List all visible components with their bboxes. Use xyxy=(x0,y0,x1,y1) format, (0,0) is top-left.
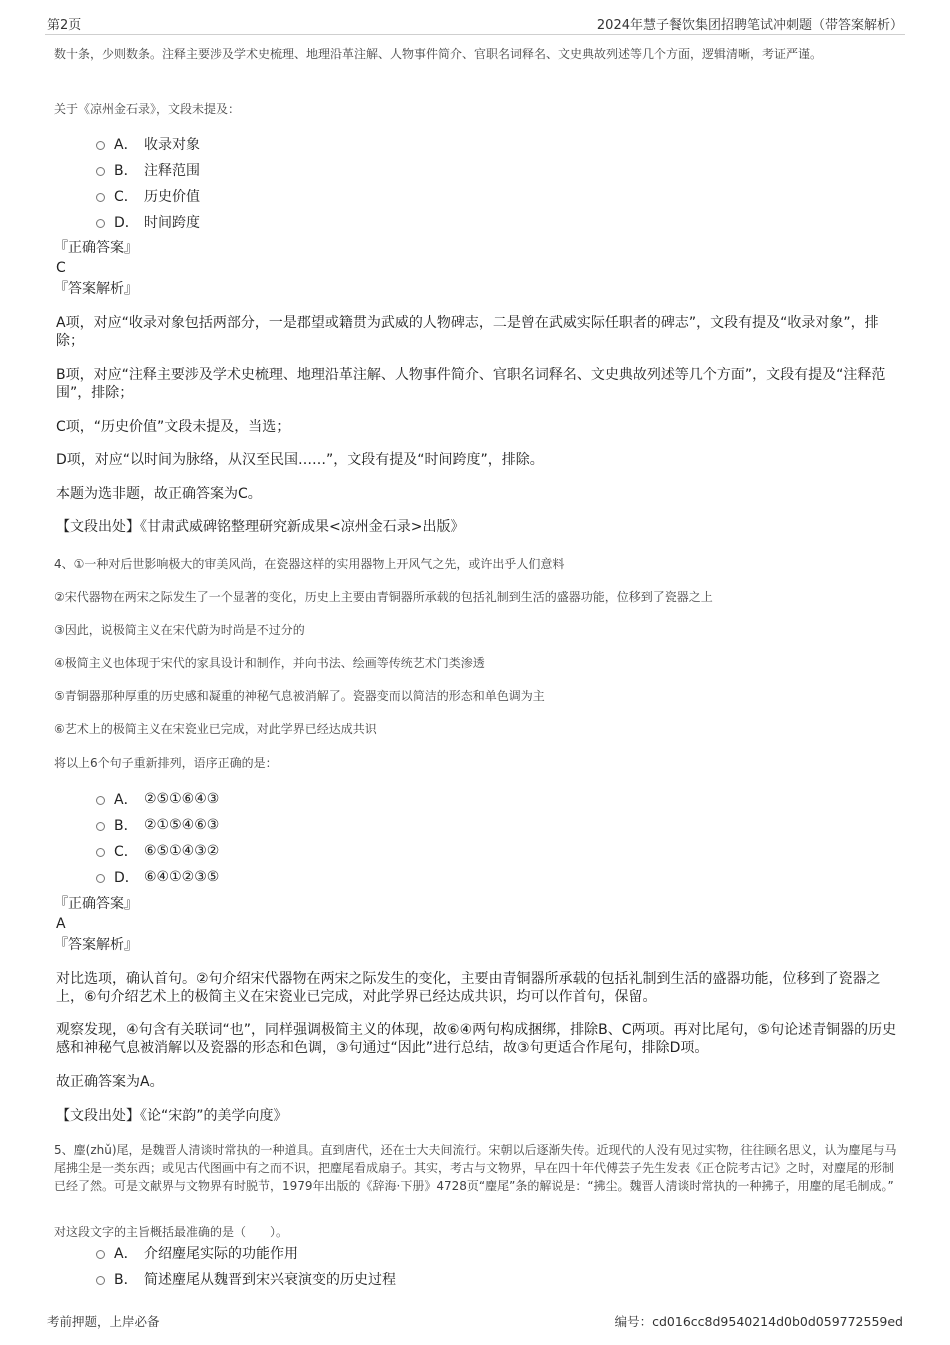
q4-analysis-2: 观察发现，④句含有关联词“也”，同样强调极简主义的体现，故⑥④两句构成捆绑，排除B、C两项。再对比尾句，⑤句论述青铜器的历史感和神秘气息被消解以及瓷器的形态和色调，③句通过“因此”进行总结，故③句更适合作尾句，排除D项。 xyxy=(56,1022,897,1056)
q3-analysis-d: D项，对应“以时间为脉络，从汉至民国……”，文段有提及“时间跨度”，排除。 xyxy=(56,452,544,468)
radio-icon[interactable] xyxy=(96,167,105,176)
radio-icon[interactable] xyxy=(96,1276,105,1285)
q3-options xyxy=(54,131,902,235)
q4-sentence-4: ④极简主义也体现于宋代的家具设计和制作，并向书法、绘画等传统艺术门类渗透 xyxy=(54,656,485,670)
q4-sentence-6: ⑥艺术上的极简主义在宋瓷业已完成，对此学界已经达成共识 xyxy=(54,722,377,736)
radio-icon[interactable] xyxy=(96,822,105,831)
radio-icon[interactable] xyxy=(96,219,105,228)
q4-options xyxy=(54,786,902,890)
document-code xyxy=(615,1312,903,1330)
q3-answer: C xyxy=(56,260,66,276)
q4-analysis-label: 『答案解析』 xyxy=(54,937,138,953)
q4-option-d[interactable]: D． ⑥④①②③⑤ xyxy=(54,864,902,890)
q4-option-c[interactable]: C． ⑥⑤①④③② xyxy=(54,838,902,864)
q3-option-c[interactable]: C． 历史价值 xyxy=(54,183,902,209)
page-header xyxy=(45,10,905,35)
q5-passage: 5、麈(zhǔ)尾，是魏晋人清谈时常执的一种道具。直到唐代，还在士大夫间流行。宋朝以后逐渐失传。近现代的人没有见过实物，往往顾名思义，认为麈尾与马尾拂尘是一类东西；或见古代图画中有之而不识，把麈尾看成扇子。其实，考古与文物界，早在四十年代傅芸子先生发表《正仓院考古记》之时，对麈尾的形制已经了然。可是文献界与文物界有时脱节，1979年出版的《辞海·下册》4728页“麈尾”条的解说是：“拂尘。魏晋人清谈时常执的一种拂子，用麈的尾毛制成。” xyxy=(54,1143,897,1193)
q4-stem: 将以上6个句子重新排列，语序正确的是： xyxy=(54,756,278,770)
q5-options xyxy=(54,1240,902,1292)
page-number: 第2页 xyxy=(47,18,82,33)
q4-option-a[interactable]: A． ②⑤①⑥④③ xyxy=(54,786,902,812)
q3-conclusion: 本题为选非题，故正确答案为C。 xyxy=(56,486,262,502)
q4-sentence-3: ③因此，说极简主义在宋代蔚为时尚是不过分的 xyxy=(54,623,305,637)
q3-analysis-label: 『答案解析』 xyxy=(54,281,138,297)
q3-analysis-a: A项，对应“收录对象包括两部分，一是郡望或籍贯为武威的人物碑志，二是曾在武威实际任职者的碑志”，文段有提及“收录对象”，排除； xyxy=(56,315,879,349)
q4-sentence-2: ②宋代器物在两宋之际发生了一个显著的变化，历史上主要由青铜器所承载的包括礼制到生活的盛器功能，位移到了瓷器之上 xyxy=(54,590,713,604)
document-title: 2024年慧子餐饮集团招聘笔试冲刺题（带答案解析） xyxy=(596,18,903,33)
document-code-label: 编号： xyxy=(614,1314,653,1329)
radio-icon[interactable] xyxy=(96,796,105,805)
q3-option-a[interactable]: A． 收录对象 xyxy=(54,131,902,157)
q3-option-d[interactable]: D． 时间跨度 xyxy=(54,209,902,235)
radio-icon[interactable] xyxy=(96,848,105,857)
radio-icon[interactable] xyxy=(96,141,105,150)
q4-answer: A xyxy=(56,916,66,932)
q5-option-a[interactable]: A． 介绍麈尾实际的功能作用 xyxy=(54,1240,902,1266)
radio-icon[interactable] xyxy=(96,1250,105,1259)
q4-source: 【文段出处】《论“宋韵”的美学向度》 xyxy=(56,1108,288,1124)
q3-passage-tail: 数十条，少则数条。注释主要涉及学术史梳理、地理沿革注解、人物事件简介、官职名词释名、文史典故列述等几个方面，逻辑清晰，考证严谨。 xyxy=(54,47,823,61)
radio-icon[interactable] xyxy=(96,874,105,883)
q4-analysis-1: 对比选项，确认首句。②句介绍宋代器物在两宋之际发生的变化，主要由青铜器所承载的包括礼制到生活的盛器功能，位移到了瓷器之上，⑥句介绍艺术上的极简主义在宋瓷业已完成，对此学界已经达成共识，均可以作首句，保留。 xyxy=(56,971,881,1005)
q3-option-b[interactable]: B． 注释范围 xyxy=(54,157,902,183)
q4-sentence-5: ⑤青铜器那种厚重的历史感和凝重的神秘气息被消解了。瓷器变而以简洁的形态和单色调为主 xyxy=(54,689,545,703)
q4-conclusion: 故正确答案为A。 xyxy=(56,1074,164,1090)
q4-option-b[interactable]: B． ②①⑤④⑥③ xyxy=(54,812,902,838)
q4-answer-label: 『正确答案』 xyxy=(54,896,138,912)
footer-slogan: 考前押题，上岸必备 xyxy=(47,1314,160,1329)
q3-analysis-c: C项，“历史价值”文段未提及，当选； xyxy=(56,419,291,435)
q3-answer-label: 『正确答案』 xyxy=(54,240,138,256)
q3-analysis-b: B项，对应“注释主要涉及学术史梳理、地理沿革注解、人物事件简介、官职名词释名、文史典故列述等几个方面”，文段有提及“注释范围”，排除； xyxy=(56,367,886,401)
q3-stem: 关于《凉州金石录》，文段未提及： xyxy=(54,102,241,116)
document-code-value: cd016cc8d9540214d0b0d059772559ed xyxy=(652,1314,903,1329)
q5-option-b[interactable]: B． 简述麈尾从魏晋到宋兴衰演变的历史过程 xyxy=(54,1266,902,1292)
radio-icon[interactable] xyxy=(96,193,105,202)
q4-sentence-1: 4、①一种对后世影响极大的审美风尚，在瓷器这样的实用器物上开风气之先，或许出乎人们意料 xyxy=(54,557,565,571)
q5-stem: 对这段文字的主旨概括最准确的是（ ）。 xyxy=(54,1225,289,1239)
q3-source: 【文段出处】《甘肃武威碑铭整理研究新成果<凉州金石录>出版》 xyxy=(56,519,465,535)
